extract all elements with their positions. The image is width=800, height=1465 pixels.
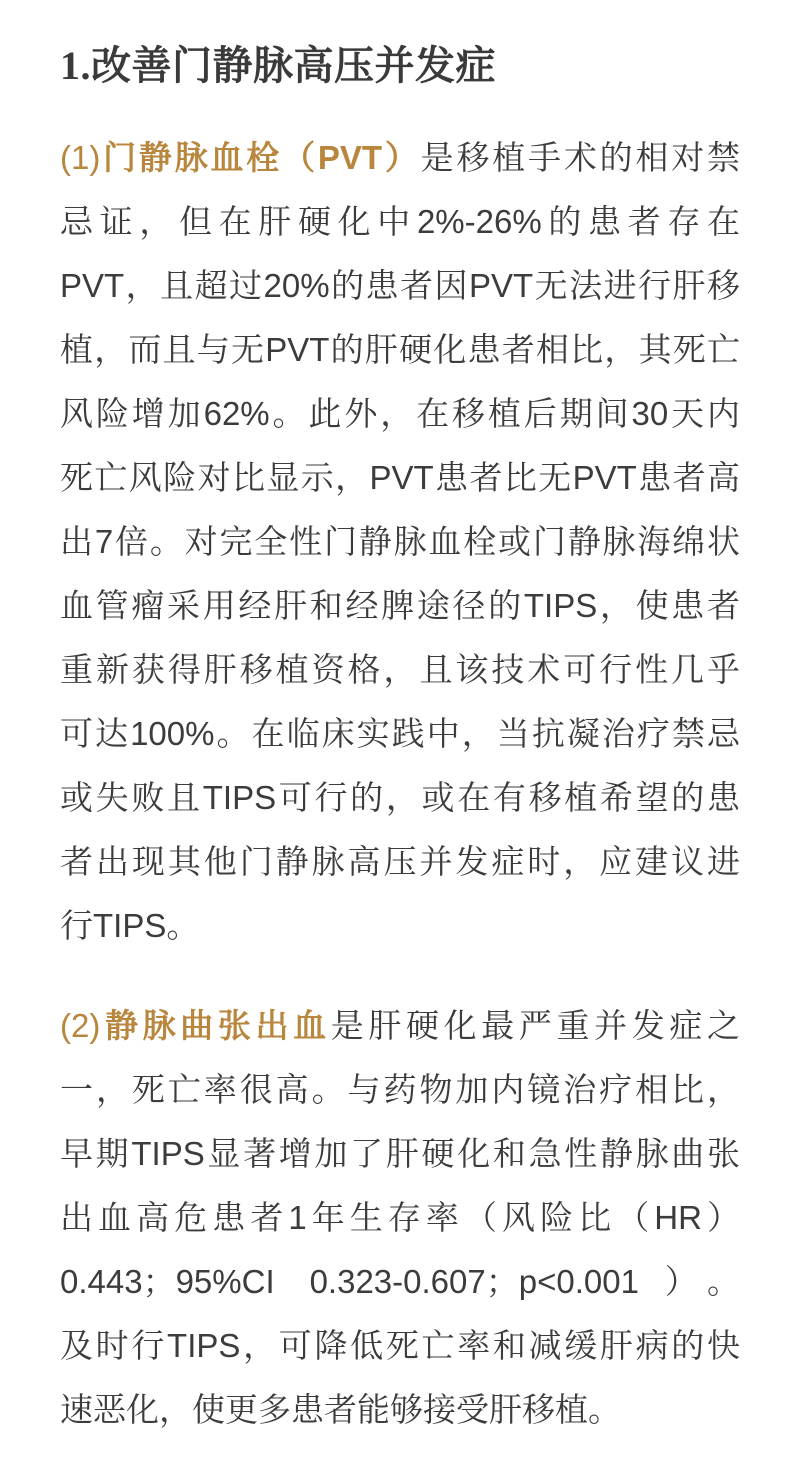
paragraph-line: 出血高危患者1年生存率（风险比（HR） (60, 1199, 740, 1236)
section-heading: 1.改善门静脉高压并发症 (60, 43, 496, 88)
paragraph-lead-line (60, 126, 740, 190)
paragraph-last-line: 行TIPS。 (60, 907, 200, 944)
lead-term: 静脉曲张出血 (100, 1007, 331, 1044)
paragraph-last-line: 速恶化，使更多患者能够接受肝移植。 (60, 1391, 621, 1428)
paragraph-pvt (60, 126, 740, 958)
paragraph-line: 早期TIPS显著增加了肝硬化和急性静脉曲张 (60, 1135, 740, 1172)
paragraph-line: 可达100%。在临床实践中，当抗凝治疗禁忌 (60, 715, 740, 752)
paragraph-line: 及时行TIPS，可降低死亡率和减缓肝病的快 (60, 1327, 740, 1364)
paragraph-line: 重新获得肝移植资格，且该技术可行性几乎 (60, 651, 740, 688)
paragraph-line: PVT，且超过20%的患者因PVT无法进行肝移 (60, 267, 740, 304)
paragraph-line: 植，而且与无PVT的肝硬化患者相比，其死亡 (60, 331, 740, 368)
paragraph-lead-line (60, 994, 740, 1058)
lead-term: 门静脉血栓（PVT） (100, 139, 421, 176)
lead-rest: 是肝硬化最严重并发症之 (330, 1007, 741, 1044)
paragraph-variceal-bleeding (60, 994, 740, 1442)
paragraph-line: 出7倍。对完全性门静脉血栓或门静脉海绵状 (60, 523, 740, 560)
paragraph-line: 0.443；95%CI 0.323-0.607；p<0.001）。 (60, 1263, 740, 1300)
paragraph-line: 风险增加62%。此外，在移植后期间30天内 (60, 395, 740, 432)
list-marker: (1) (60, 139, 101, 176)
paragraph-line: 忌证，但在肝硬化中2%-26%的患者存在 (60, 203, 740, 240)
paragraph-line: 一，死亡率很高。与药物加内镜治疗相比， (60, 1071, 740, 1108)
paragraph-line: 死亡风险对比显示，PVT患者比无PVT患者高 (60, 459, 740, 496)
paragraph-line: 者出现其他门静脉高压并发症时，应建议进 (60, 843, 740, 880)
paragraph-line: 或失败且TIPS可行的，或在有移植希望的患 (60, 779, 740, 816)
lead-rest: 是移植手术的相对禁 (420, 139, 740, 176)
paragraph-line: 血管瘤采用经肝和经脾途径的TIPS，使患者 (60, 587, 740, 624)
list-marker: (2) (60, 1007, 101, 1044)
